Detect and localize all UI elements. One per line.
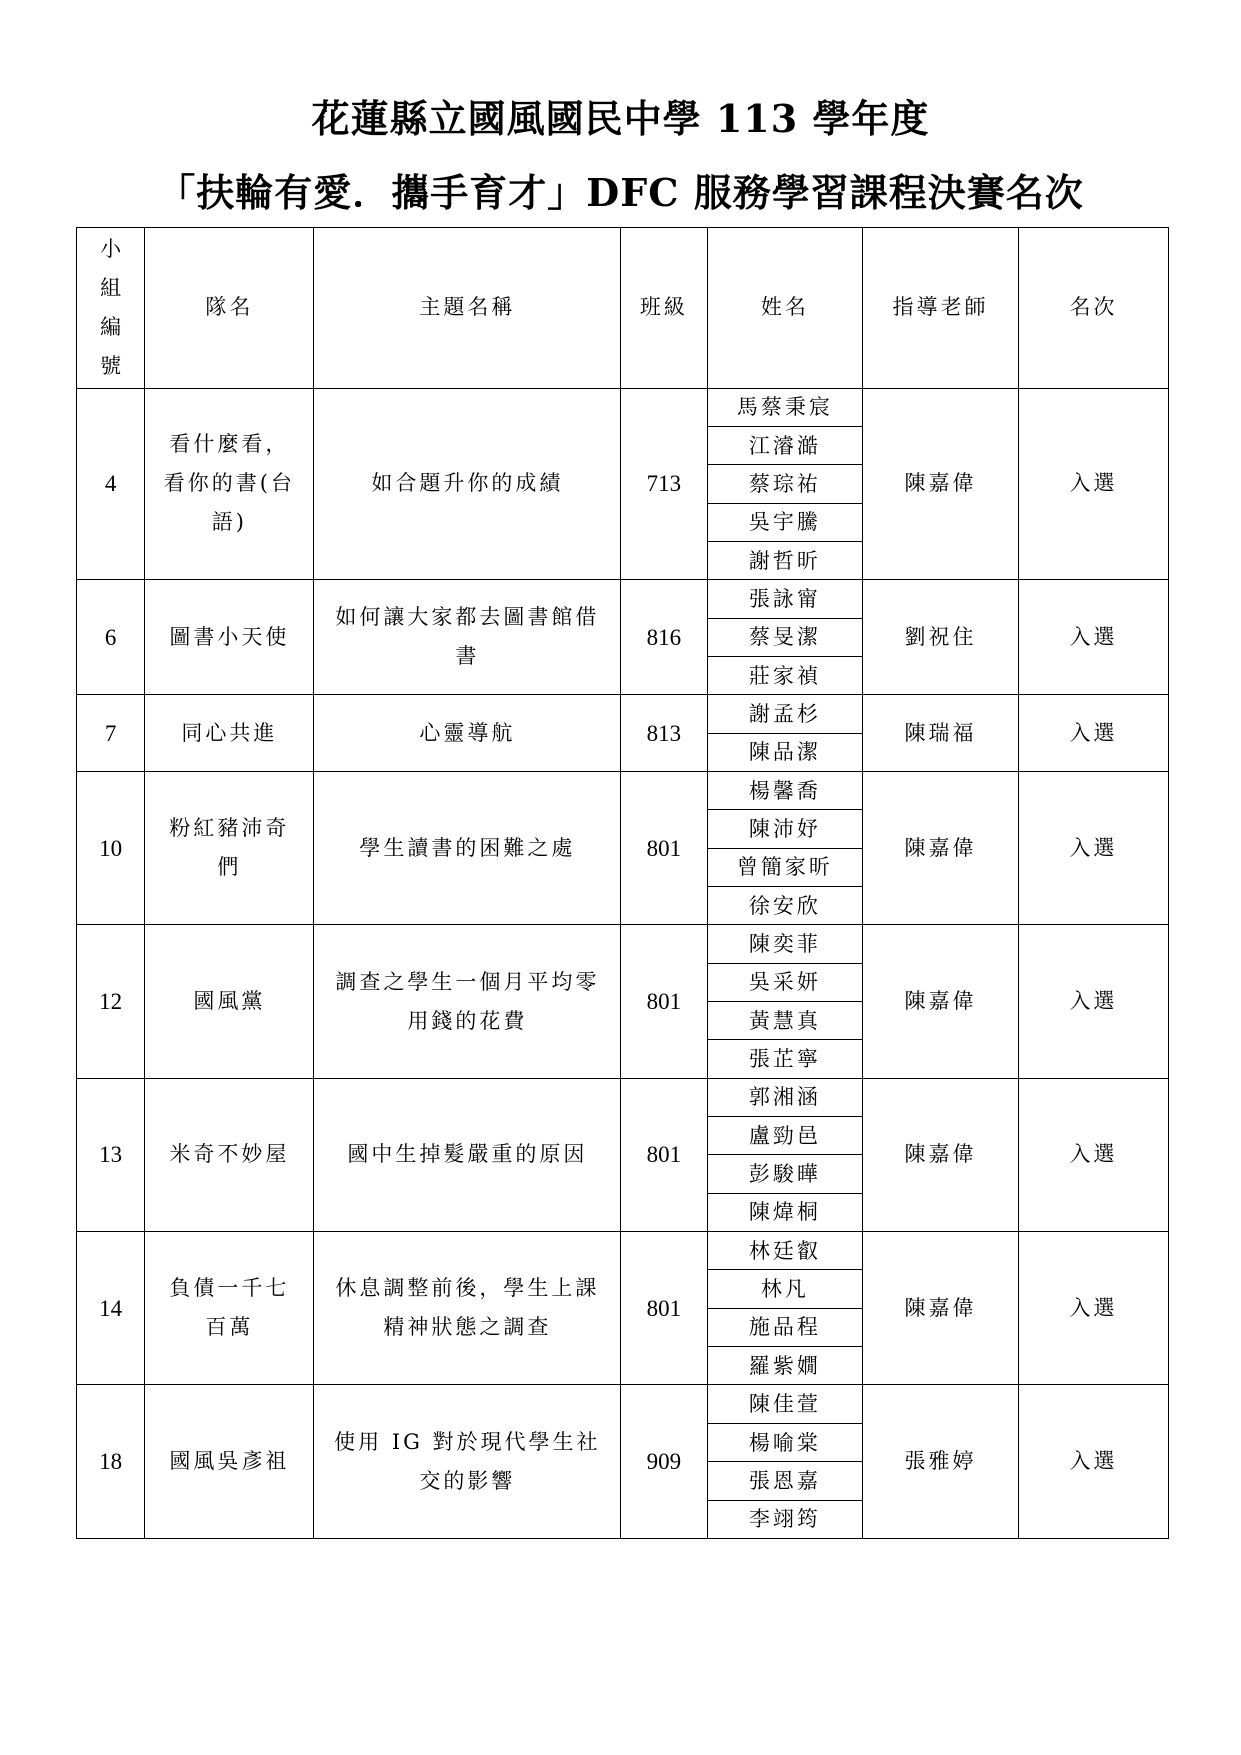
student-name-cell: 蔡旻潔: [707, 618, 863, 656]
student-name-cell: 羅紫嫺: [707, 1347, 863, 1385]
document-title: 花蓮縣立國風國民中學 113 學年度: [311, 96, 930, 141]
team-name-cell: 圖書小天使: [145, 580, 314, 695]
teacher-cell: 劉祝住: [863, 580, 1019, 695]
teacher-cell: 陳嘉偉: [863, 1232, 1019, 1385]
topic-cell: 如何讓大家都去圖書館借書: [314, 580, 621, 695]
student-name-cell: 陳煒桐: [707, 1193, 863, 1231]
table-row: [77, 771, 1169, 809]
teacher-cell: 陳嘉偉: [863, 771, 1019, 924]
teacher-cell: 陳嘉偉: [863, 388, 1019, 580]
student-name-cell: 林凡: [707, 1270, 863, 1308]
group-number-cell: 12: [77, 925, 145, 1078]
topic-cell: 使用 IG 對於現代學生社交的影響: [314, 1385, 621, 1539]
team-name-cell: 同心共進: [145, 695, 314, 772]
header-group-no: 小組編號: [77, 228, 145, 389]
class-cell: 816: [621, 580, 707, 695]
header-rank: 名次: [1018, 228, 1168, 389]
table-row: [77, 388, 1169, 426]
student-name-cell: 黃慧真: [707, 1002, 863, 1040]
student-name-cell: 施品程: [707, 1308, 863, 1346]
class-cell: 909: [621, 1385, 707, 1539]
header-names: 姓名: [707, 228, 863, 389]
group-number-cell: 7: [77, 695, 145, 772]
student-name-cell: 徐安欣: [707, 887, 863, 925]
class-cell: 713: [621, 388, 707, 580]
student-name-cell: 蔡琮祐: [707, 465, 863, 503]
student-name-cell: 張詠甯: [707, 580, 863, 618]
student-name-cell: 李翊筠: [707, 1500, 863, 1538]
rank-cell: 入選: [1018, 1385, 1168, 1539]
table-row: [77, 1385, 1169, 1423]
group-number-cell: 18: [77, 1385, 145, 1539]
student-name-cell: 彭駿曄: [707, 1155, 863, 1193]
class-cell: 801: [621, 925, 707, 1078]
student-name-cell: 盧勁邑: [707, 1117, 863, 1155]
teacher-cell: 陳嘉偉: [863, 1078, 1019, 1231]
rank-cell: 入選: [1018, 580, 1168, 695]
rank-cell: 入選: [1018, 1232, 1168, 1385]
group-number-cell: 13: [77, 1078, 145, 1231]
student-name-cell: 張芷寧: [707, 1040, 863, 1078]
team-name-cell: 粉紅豬沛奇們: [145, 771, 314, 924]
group-number-cell: 6: [77, 580, 145, 695]
student-name-cell: 謝孟杉: [707, 695, 863, 733]
topic-cell: 調查之學生一個月平均零用錢的花費: [314, 925, 621, 1078]
header-teacher: 指導老師: [863, 228, 1019, 389]
team-name-cell: 米奇不妙屋: [145, 1078, 314, 1231]
topic-cell: 休息調整前後，學生上課精神狀態之調查: [314, 1232, 621, 1385]
class-cell: 801: [621, 1232, 707, 1385]
topic-cell: 國中生掉髮嚴重的原因: [314, 1078, 621, 1231]
class-cell: 813: [621, 695, 707, 772]
team-name-cell: 國風吳彥祖: [145, 1385, 314, 1539]
teacher-cell: 陳瑞福: [863, 695, 1019, 772]
topic-cell: 如合題升你的成績: [314, 388, 621, 580]
teacher-cell: 陳嘉偉: [863, 925, 1019, 1078]
document-subtitle: 「扶輪有愛．攜手育才」DFC 服務學習課程決賽名次: [157, 170, 1084, 215]
class-cell: 801: [621, 771, 707, 924]
class-cell: 801: [621, 1078, 707, 1231]
table-row: [77, 1232, 1169, 1270]
header-team: 隊名: [145, 228, 314, 389]
student-name-cell: 楊馨喬: [707, 771, 863, 809]
group-number-cell: 4: [77, 388, 145, 580]
table-row: [77, 695, 1169, 733]
student-name-cell: 張恩嘉: [707, 1462, 863, 1500]
student-name-cell: 莊家禎: [707, 656, 863, 694]
teacher-cell: 張雅婷: [863, 1385, 1019, 1539]
student-name-cell: 吳宇騰: [707, 503, 863, 541]
student-name-cell: 曾簡家昕: [707, 848, 863, 886]
results-table: [76, 227, 1169, 1539]
student-name-cell: 郭湘涵: [707, 1078, 863, 1116]
rank-cell: 入選: [1018, 388, 1168, 580]
student-name-cell: 楊喻棠: [707, 1423, 863, 1461]
student-name-cell: 謝哲昕: [707, 541, 863, 579]
team-name-cell: 負債一千七百萬: [145, 1232, 314, 1385]
rank-cell: 入選: [1018, 1078, 1168, 1231]
student-name-cell: 江濬澔: [707, 426, 863, 464]
student-name-cell: 吳采妍: [707, 963, 863, 1001]
table-row: [77, 1078, 1169, 1116]
team-name-cell: 看什麼看，看你的書(台語): [145, 388, 314, 580]
team-name-cell: 國風黨: [145, 925, 314, 1078]
student-name-cell: 陳沛妤: [707, 810, 863, 848]
student-name-cell: 林廷叡: [707, 1232, 863, 1270]
rank-cell: 入選: [1018, 695, 1168, 772]
table-row: [77, 580, 1169, 618]
student-name-cell: 陳佳萱: [707, 1385, 863, 1423]
topic-cell: 心靈導航: [314, 695, 621, 772]
student-name-cell: 陳品潔: [707, 733, 863, 771]
group-number-cell: 10: [77, 771, 145, 924]
header-row: [77, 228, 1169, 389]
group-number-cell: 14: [77, 1232, 145, 1385]
header-class: 班級: [621, 228, 707, 389]
rank-cell: 入選: [1018, 925, 1168, 1078]
header-topic: 主題名稱: [314, 228, 621, 389]
topic-cell: 學生讀書的困難之處: [314, 771, 621, 924]
table-row: [77, 925, 1169, 963]
student-name-cell: 馬蔡秉宸: [707, 388, 863, 426]
rank-cell: 入選: [1018, 771, 1168, 924]
student-name-cell: 陳奕菲: [707, 925, 863, 963]
